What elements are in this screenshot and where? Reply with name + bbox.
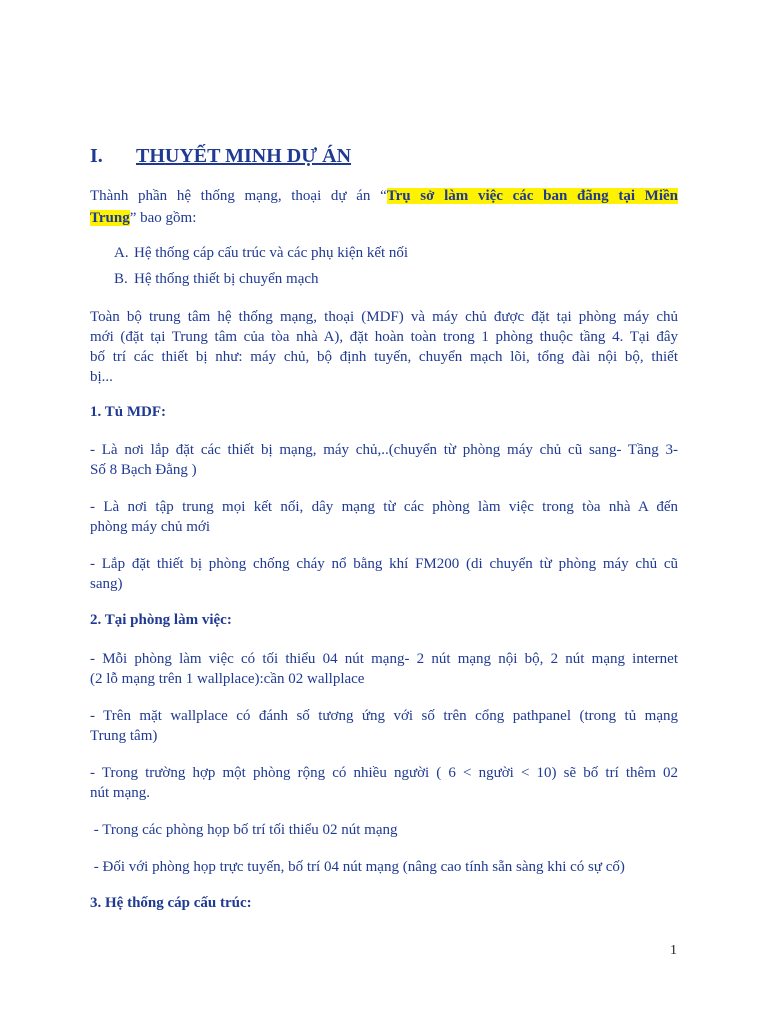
paragraph-line: phòng máy chủ mới bbox=[90, 519, 210, 535]
intro-prefix: Thành phần hệ thống mạng, thoại dự án “ bbox=[90, 188, 387, 204]
page-number: 1 bbox=[670, 943, 677, 958]
overview-line: Toàn bộ trung tâm hệ thống mạng, thoại (MDF) và máy chủ được đặt tại phòng máy chủ bbox=[90, 309, 678, 325]
section-heading bbox=[90, 145, 351, 168]
intro-highlight-2: Trung bbox=[90, 210, 130, 226]
list-marker: A. bbox=[114, 245, 129, 261]
paragraph-line: - Đối với phòng họp trực tuyến, bố trí 04 nút mạng (nâng cao tính sẵn sàng khi có sự cố) bbox=[90, 859, 625, 875]
paragraph-line: - Trên mặt wallplace có đánh số tương ứng với số trên cổng pathpanel (trong tủ mạng bbox=[90, 708, 678, 724]
list-text: Hệ thống thiết bị chuyển mạch bbox=[134, 271, 319, 287]
overview-line: bị... bbox=[90, 369, 113, 385]
section-2-title: 2. Tại phòng làm việc: bbox=[90, 612, 232, 628]
paragraph-line: - Trong trường hợp một phòng rộng có nhiều người ( 6 < người < 10) sẽ bố trí thêm 02 bbox=[90, 765, 678, 781]
list-text: Hệ thống cáp cấu trúc và các phụ kiện kết nối bbox=[134, 245, 409, 261]
paragraph-line: - Lắp đặt thiết bị phòng chống cháy nổ bằng khí FM200 (di chuyển từ phòng máy chủ cũ bbox=[90, 556, 678, 572]
intro-highlight-1: Trụ sở làm việc các ban đãng tại Miền bbox=[386, 188, 678, 204]
paragraph-line: sang) bbox=[90, 576, 123, 592]
section-1-title: 1. Tủ MDF: bbox=[90, 404, 166, 420]
paragraph-line: Số 8 Bạch Đằng ) bbox=[90, 462, 197, 478]
heading-title: THUYẾT MINH DỰ ÁN bbox=[136, 145, 352, 167]
intro-line-1 bbox=[90, 187, 678, 206]
paragraph-line: - Mỗi phòng làm việc có tối thiểu 04 nút mạng- 2 nút mạng nội bộ, 2 nút mạng internet bbox=[90, 651, 678, 667]
overview-line: bố trí các thiết bị như: máy chủ, bộ định tuyến, chuyển mạch lõi, tổng đài nội bộ, thiết bbox=[90, 349, 678, 365]
paragraph-line: - Trong các phòng họp bố trí tối thiểu 02 nút mạng bbox=[90, 822, 398, 838]
paragraph-line: nút mạng. bbox=[90, 785, 150, 801]
paragraph-line: - Là nơi tập trung mọi kết nối, dây mạng từ các phòng làm việc trong tòa nhà A đến bbox=[90, 499, 678, 515]
list-item bbox=[114, 245, 408, 262]
intro-line-2 bbox=[90, 209, 678, 228]
list-marker: B. bbox=[114, 271, 128, 287]
paragraph-line: (2 lỗ mạng trên 1 wallplace):cần 02 wallplace bbox=[90, 671, 365, 687]
overview-line: mới (đặt tại Trung tâm của tòa nhà A), đặt hoàn toàn trong 1 phòng thuộc tầng 4. Tại đây bbox=[90, 329, 678, 345]
list-item bbox=[114, 271, 319, 288]
heading-number: I. bbox=[90, 145, 103, 167]
paragraph-line: - Là nơi lắp đặt các thiết bị mạng, máy chủ,..(chuyển từ phòng máy chủ cũ sang- Tầng 3- bbox=[90, 442, 678, 458]
intro-suffix: ” bao gồm: bbox=[129, 210, 197, 226]
paragraph-line: Trung tâm) bbox=[90, 728, 158, 744]
section-3-title: 3. Hệ thống cáp cấu trúc: bbox=[90, 895, 252, 911]
